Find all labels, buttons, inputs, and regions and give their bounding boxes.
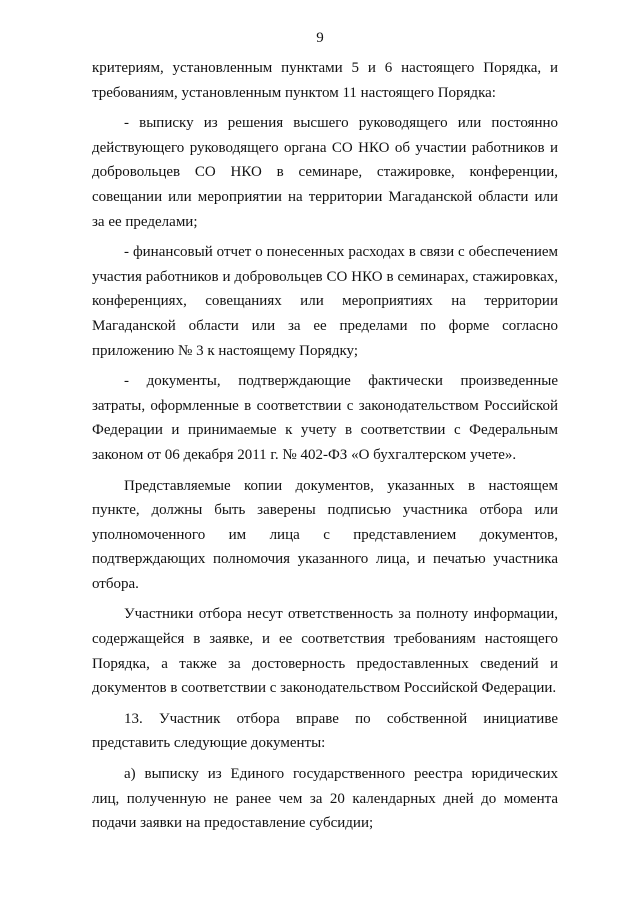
paragraph-criteria: критериям, установленным пунктами 5 и 6 настоящего Порядка, и требованиям, установленным пунктом 11 настоящего Порядка: bbox=[92, 60, 558, 101]
paragraph-decision-extract: - выписку из решения высшего руководящего или постоянно действующего руководящего органа СО НКО об участии работников и добровольцев СО НКО в семинаре, стажировке, конференции, совещании или мероприятии на территории Магаданской области или за ее пределами; bbox=[92, 115, 558, 230]
paragraph-expense-documents: - документы, подтверждающие фактически произведенные затраты, оформленные в соответствии с законодательством Российской Федерации и принимаемые к учету в соответствии с Федеральным законом от 06 декабря 2011 г. № 402-ФЗ «О бухгалтерском учете». bbox=[92, 373, 558, 463]
page-number: 9 bbox=[316, 30, 324, 46]
paragraph-item-13a: а) выписку из Единого государственного реестра юридических лиц, полученную не ранее чем за 20 календарных дней до момента подачи заявки на предоставление субсидии; bbox=[92, 766, 558, 832]
document-body bbox=[92, 56, 558, 836]
paragraph-item-13: 13. Участник отбора вправе по собственной инициативе представить следующие документы: bbox=[92, 710, 558, 752]
paragraph-responsibility: Участники отбора несут ответственность за полноту информации, содержащейся в заявке, и ее соответствия требованиям настоящего Порядка, а также за достоверность предоставленных сведений и документов в соответствии с законодательством Российской Федерации. bbox=[92, 606, 558, 697]
paragraph-document-copies: Представляемые копии документов, указанных в настоящем пункте, должны быть заверены подписью участника отбора или уполномоченного им лица с представлением документов, подтверждающих полномочия указанного лица, и печатью участника отбора. bbox=[92, 477, 558, 592]
paragraph-financial-report: - финансовый отчет о понесенных расходах в связи с обеспечением участия работников и добровольцев СО НКО в семинарах, стажировках, конференциях, совещаниях или мероприятиях на территории Магаданской области или за ее пределами по форме согласно приложению № 3 к настоящему Порядку; bbox=[92, 244, 558, 359]
